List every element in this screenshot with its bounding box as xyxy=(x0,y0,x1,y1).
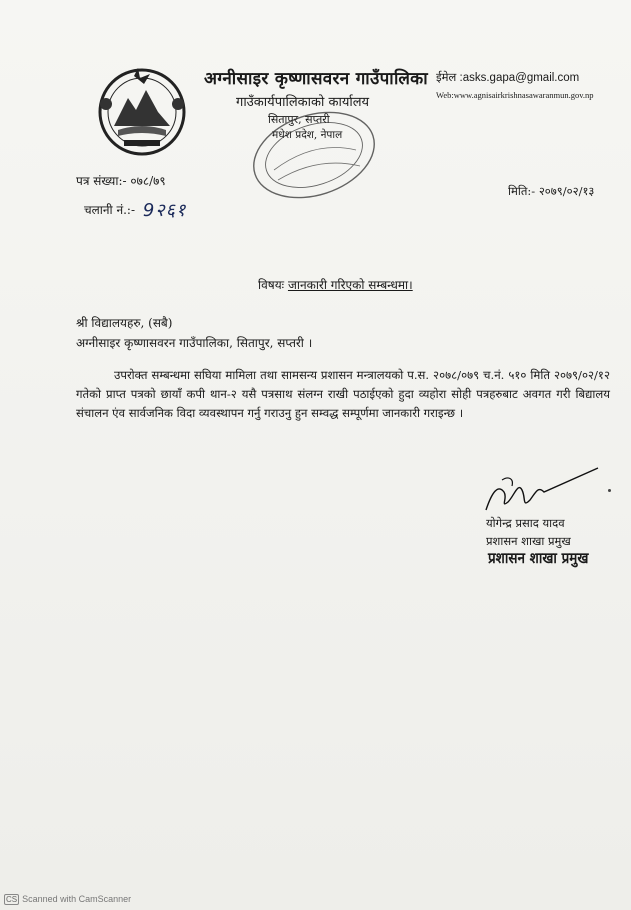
scanner-footer xyxy=(4,894,131,905)
letter-body: उपरोक्त सम्बन्धमा सघिया मामिला तथा सामसन्य प्रशासन मन्त्रालयको प.स. २०७८/०७९ च.नं. ५१० मिति २०७९/०२/१२ गतेको प्राप्त पत्रको छायाँ कपी थान-२ यसै पत्रसाथ संलग्न राखी पठाईएको हुदा व्यहोरा सोही पत्रहरुबाट अवगत गरी बिद्यालय संचालन एंव सार्वजनिक विदा व्यवस्थापन गर्नु गराउनु हुन सम्वद्ध सम्पूर्णमा जानकारी गराइन्छ । xyxy=(76,368,610,420)
ink-dot xyxy=(608,489,611,492)
email-address: asks.gapa@gmail.com xyxy=(462,72,580,84)
subject-text: जानकारी गरिएको सम्बन्धमा। xyxy=(287,278,413,292)
office-province: मधेश प्रदेश, नेपाल xyxy=(272,129,343,141)
website-url: www.agnisairkrishnasawaranmun.gov.np xyxy=(453,90,594,100)
website-line xyxy=(436,90,594,100)
designation-stamp: प्रशासन शाखा प्रमुख xyxy=(488,549,589,567)
signatory-title: प्रशासन शाखा प्रमुख xyxy=(486,534,571,548)
dispatch-value: 9२६१ xyxy=(142,200,187,221)
municipality-emblem xyxy=(94,64,190,158)
recipient-line-1: श्री विद्यालयहरु, (सबै) xyxy=(76,316,173,330)
date-value: २०७९/०२/१३ xyxy=(538,184,595,198)
handwritten-signature xyxy=(478,462,608,520)
email-line xyxy=(436,70,579,85)
dispatch-number xyxy=(84,198,186,222)
subject-line xyxy=(258,276,413,293)
scanner-text: Scanned with CamScanner xyxy=(22,894,132,904)
office-name: गाउँकार्यपालिकाको कार्यालय xyxy=(236,95,370,110)
dispatch-label: चलानी नं.:- xyxy=(84,203,136,217)
reference-label: पत्र संख्या:- xyxy=(76,174,127,188)
signatory-name: योगेन्द्र प्रसाद यादव xyxy=(486,516,565,530)
web-label: Web: xyxy=(436,90,454,100)
reference-value: ०७८/७९ xyxy=(130,174,166,188)
reference-number xyxy=(76,172,166,189)
office-stamp xyxy=(244,110,384,200)
letter-date xyxy=(508,184,594,199)
camscanner-icon: CS xyxy=(6,895,18,904)
subject-label: विषयः xyxy=(258,278,285,292)
email-label: ईमेल : xyxy=(436,72,463,84)
office-address: सितापुर, सप्तरी xyxy=(268,113,330,126)
date-label: मिति:- xyxy=(508,184,536,198)
recipient-line-2: अग्नीसाइर कृष्णासवरन गाउँपालिका, सितापुर, सप्तरी । xyxy=(76,336,313,350)
organization-name: अग्नीसाइर कृष्णासवरन गाउँपालिका xyxy=(204,69,428,89)
